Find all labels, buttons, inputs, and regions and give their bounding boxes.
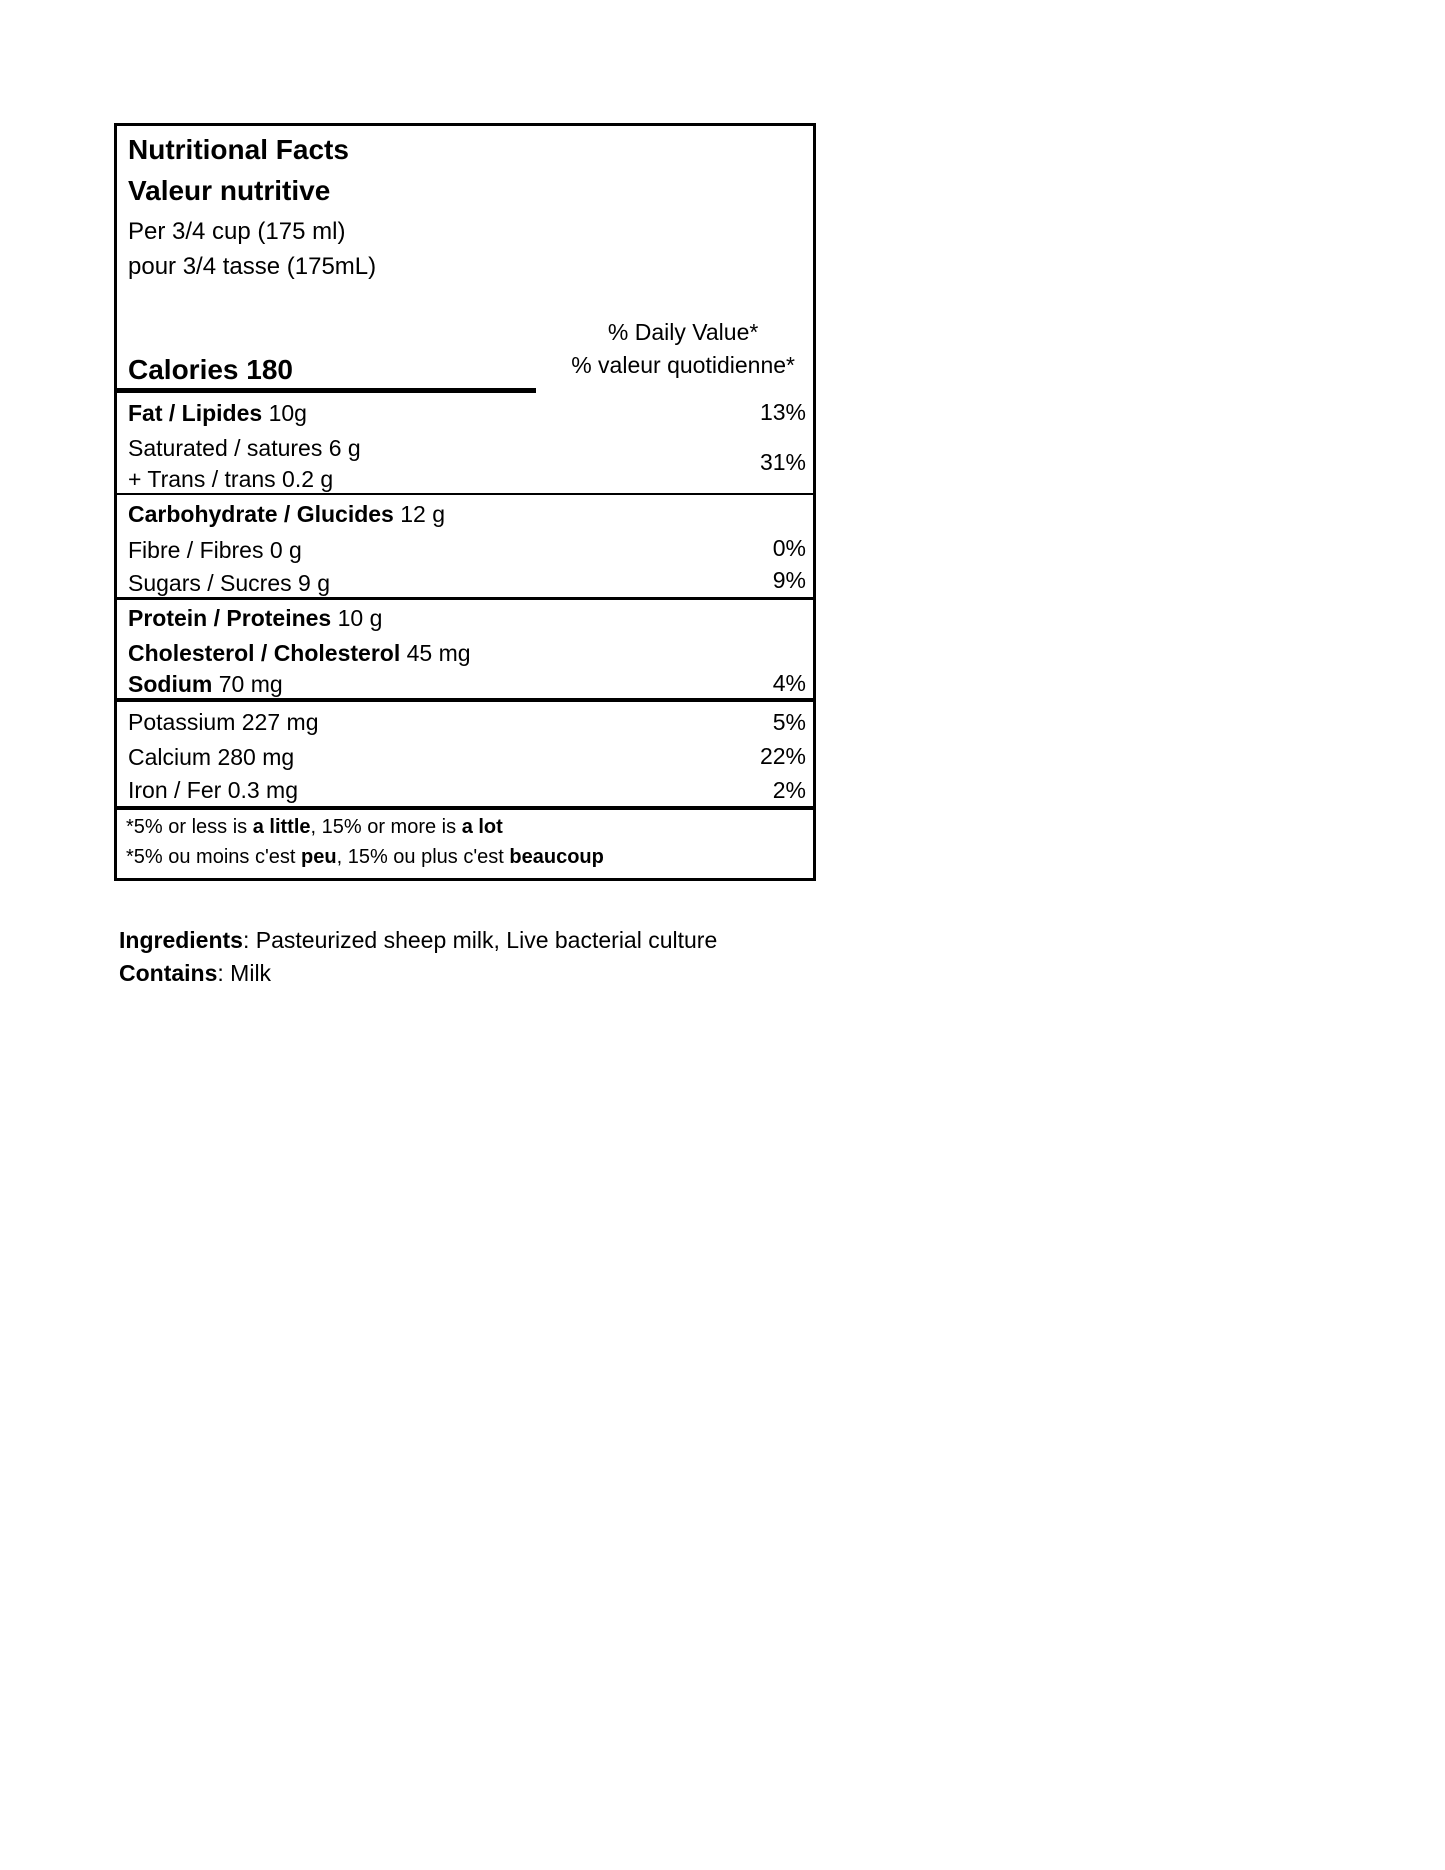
nutrition-facts-label [114,123,816,881]
protein-label: Protein / Proteines [128,605,332,631]
calories-underline [117,388,536,393]
saturated-trans-daily-value: 31% [759,449,806,475]
sugars-daily-value: 9% [772,567,806,593]
contains-label: Contains [119,960,218,986]
ingredients-line [119,924,717,957]
section-divider [117,806,813,810]
fibre-daily-value: 0% [772,535,806,561]
footnote-en-a-lot: a lot [461,816,503,838]
section-divider [117,698,813,702]
ingredients-block [119,924,717,990]
daily-value-header-fr: % valeur quotidienne* [571,352,795,378]
sodium-amount: 70 mg [212,671,283,697]
calories-label: Calories [128,354,239,385]
sugars-row: Sugars / Sucres 9 g [128,570,330,596]
carbohydrate-label: Carbohydrate / Glucides [128,501,394,527]
daily-value-header-en: % Daily Value* [607,319,759,345]
fat-daily-value: 13% [759,399,806,425]
iron-daily-value: 2% [772,777,806,803]
sodium-label: Sodium [128,671,213,697]
fat-amount: 10g [262,400,307,426]
calcium-row: Calcium 280 mg [128,744,295,770]
calories-row [128,352,293,388]
sodium-daily-value: 4% [772,670,806,696]
carbohydrate-row [128,497,805,531]
potassium-row: Potassium 227 mg [128,709,319,735]
label-title-en: Nutritional Facts [128,134,349,165]
protein-amount: 10 g [331,605,383,631]
fibre-row: Fibre / Fibres 0 g [128,537,302,563]
calories-value: 180 [238,354,293,385]
footnote-en-text: , 15% or more is [310,816,462,838]
serving-size-fr: pour 3/4 tasse (175mL) [128,253,377,280]
contains-line [119,957,717,990]
section-divider [117,597,813,600]
cholesterol-row [128,636,805,670]
footnote-en-a-little: a little [252,816,311,838]
saturated-fat-row: Saturated / satures 6 g [128,435,361,461]
footnote-fr-text: *5% ou moins c'est [126,846,302,868]
fat-label: Fat / Lipides [128,400,263,426]
cholesterol-label: Cholesterol / Cholesterol [128,640,401,666]
label-title-fr: Valeur nutritive [128,175,331,206]
calcium-daily-value: 22% [759,743,806,769]
footnote-en-text: *5% or less is [126,816,253,838]
protein-row [128,601,805,635]
fat-row [128,396,805,430]
potassium-daily-value: 5% [772,709,806,735]
section-divider [117,493,813,495]
carbohydrate-amount: 12 g [393,501,446,527]
serving-size-en: Per 3/4 cup (175 ml) [128,218,346,245]
trans-fat-row: + Trans / trans 0.2 g [128,466,334,492]
footnote-fr-beaucoup: beaucoup [509,846,604,868]
iron-row: Iron / Fer 0.3 mg [128,777,299,803]
footnote-fr [126,843,805,872]
ingredients-value: : Pasteurized sheep milk, Live bacterial culture [242,927,718,953]
daily-value-header [571,316,795,382]
ingredients-label: Ingredients [119,927,243,953]
footnote-fr-peu: peu [301,846,337,868]
sodium-row [128,667,805,701]
cholesterol-amount: 45 mg [400,640,471,666]
footnote-fr-text: , 15% ou plus c'est [336,846,510,868]
contains-value: : Milk [217,960,272,986]
footnote-en [126,813,805,842]
